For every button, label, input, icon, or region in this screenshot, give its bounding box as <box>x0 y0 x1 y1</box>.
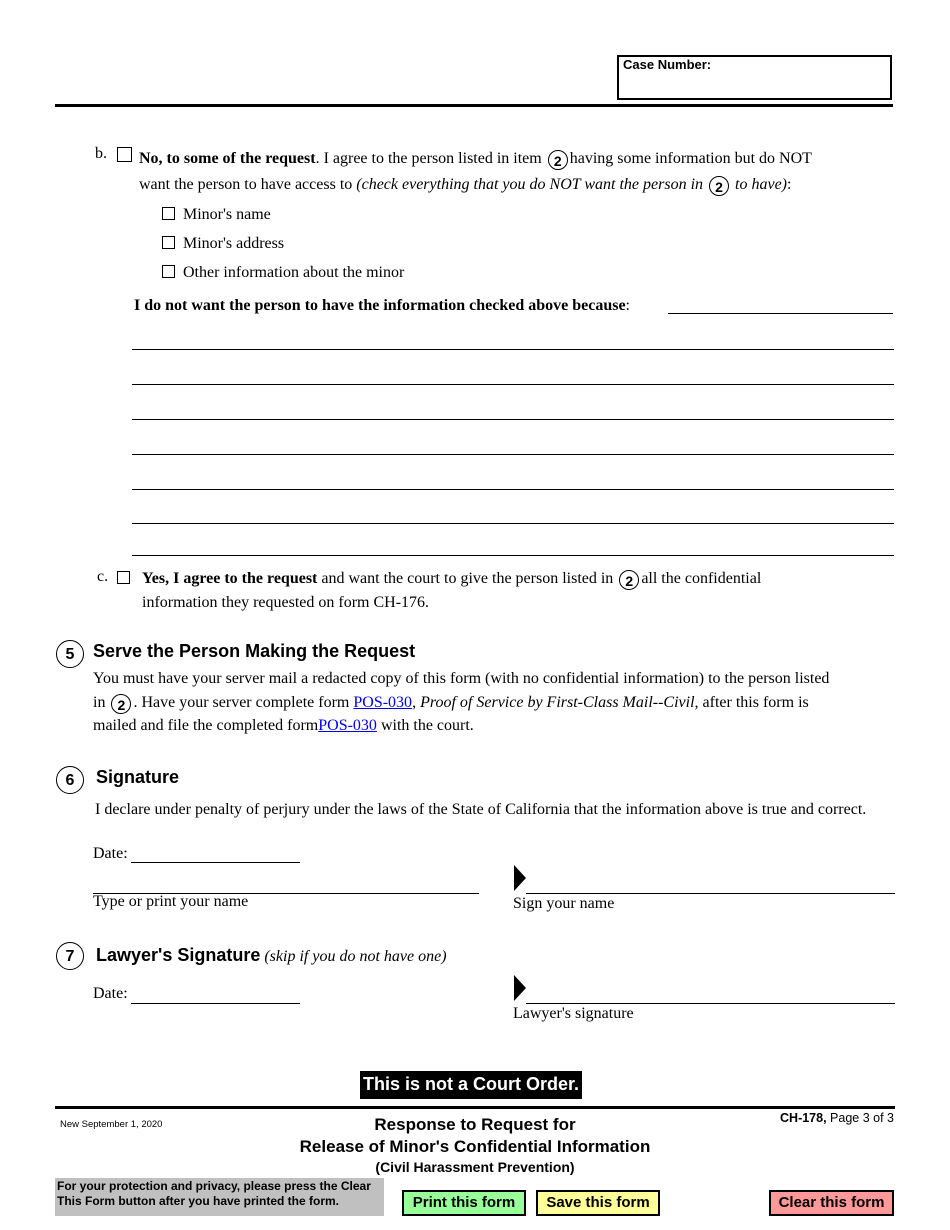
lawyer-signature-label: Lawyer's signature <box>513 1005 634 1022</box>
sign-arrow-icon <box>514 865 526 891</box>
form-title-line2: Release of Minor's Confidential Information <box>299 1137 651 1156</box>
section-7-number: 7 <box>56 942 84 970</box>
clear-form-button[interactable]: Clear this form <box>769 1190 894 1216</box>
reason-label: I do not want the person to have the information checked above because: <box>134 297 630 314</box>
item-c-text: Yes, I agree to the request and want the court to give the person listed in 2 all the confidential information they requested on form CH-176. <box>142 570 762 611</box>
page-info: Page 3 of 3 <box>830 1111 894 1125</box>
declaration-text: I declare under penalty of perjury under the laws of the State of California that the information above is true and correct. <box>95 801 867 818</box>
lawyer-date-label: Date: <box>93 985 128 1002</box>
item-b-bold: No, to some of the request <box>139 150 316 167</box>
section-5-title: Serve the Person Making the Request <box>93 641 416 661</box>
section-7-heading <box>96 945 447 966</box>
item-c-checkbox[interactable] <box>117 571 130 584</box>
item-2-ref: 2 <box>111 694 131 714</box>
revision-date: New September 1, 2020 <box>60 1119 163 1130</box>
reason-line[interactable] <box>132 454 894 455</box>
lawyer-sign-arrow-icon <box>514 975 526 1001</box>
pos-030-link[interactable]: POS-030 <box>353 693 413 711</box>
section-7-note: (skip if you do not have one) <box>264 948 447 965</box>
case-number-label: Case Number: <box>623 57 712 72</box>
item-2-ref: 2 <box>619 570 639 590</box>
footer-rule <box>55 1106 895 1109</box>
header-rule <box>55 104 893 107</box>
reason-line[interactable] <box>132 523 894 524</box>
print-name-label: Type or print your name <box>93 893 249 910</box>
reason-line[interactable] <box>132 349 894 350</box>
form-subtitle: (Civil Harassment Prevention) <box>375 1159 575 1175</box>
date-label: Date: <box>93 845 128 862</box>
lawyer-signature-line[interactable] <box>526 1003 895 1004</box>
reason-line[interactable] <box>132 419 894 420</box>
lawyer-date-input[interactable] <box>131 1003 300 1004</box>
option-checkbox[interactable] <box>162 236 175 249</box>
item-2-ref: 2 <box>548 150 568 170</box>
item-b-checkbox[interactable] <box>117 147 132 162</box>
item-b-text: No, to some of the request. I agree to the person listed in item 2 having some information but do NOT want the person to have access to (check everything that you do NOT want the person in 2 to have): <box>139 150 812 195</box>
option-other-info: Other information about the minor <box>162 264 404 282</box>
section-6-title: Signature <box>96 767 180 787</box>
option-minors-address: Minor's address <box>162 235 284 253</box>
reason-input-line[interactable] <box>668 313 893 314</box>
reason-line[interactable] <box>132 384 894 385</box>
item-c-bold: Yes, I agree to the request <box>142 570 318 587</box>
pos-030-link[interactable]: POS-030 <box>318 717 377 734</box>
item-c-letter: c. <box>97 568 109 585</box>
section-5-number: 5 <box>56 640 84 668</box>
case-number-box[interactable] <box>617 55 892 100</box>
reason-line[interactable] <box>132 555 894 556</box>
print-form-button[interactable]: Print this form <box>402 1190 526 1216</box>
reason-line[interactable] <box>132 489 894 490</box>
form-title <box>275 1114 675 1177</box>
date-input[interactable] <box>131 862 300 863</box>
form-title-line1: Response to Request for <box>374 1115 576 1134</box>
signature-line[interactable] <box>526 893 895 894</box>
section-5-body: You must have your server mail a redacted copy of this form (with no confidential information) to the person listed in 2 . Have your server complete form POS-030, Proof of Service by First-Class Mail--Civil, after this form is mailed and file the completed formPOS-030 with the court. <box>93 670 830 734</box>
section-7-title: Lawyer's Signature <box>96 945 261 965</box>
item-2-ref: 2 <box>709 176 729 196</box>
save-form-button[interactable]: Save this form <box>536 1190 660 1216</box>
not-court-order-notice: This is not a Court Order. <box>360 1071 582 1099</box>
item-b-letter: b. <box>95 145 107 162</box>
form-id: CH-178, Page 3 of 3 <box>780 1111 894 1125</box>
option-checkbox[interactable] <box>162 265 175 278</box>
privacy-note: For your protection and privacy, please press the Clear This Form button after you have printed the form. <box>55 1178 384 1216</box>
option-checkbox[interactable] <box>162 207 175 220</box>
section-6-number: 6 <box>56 766 84 794</box>
sign-name-label: Sign your name <box>513 895 615 912</box>
option-minors-name: Minor's name <box>162 206 271 224</box>
